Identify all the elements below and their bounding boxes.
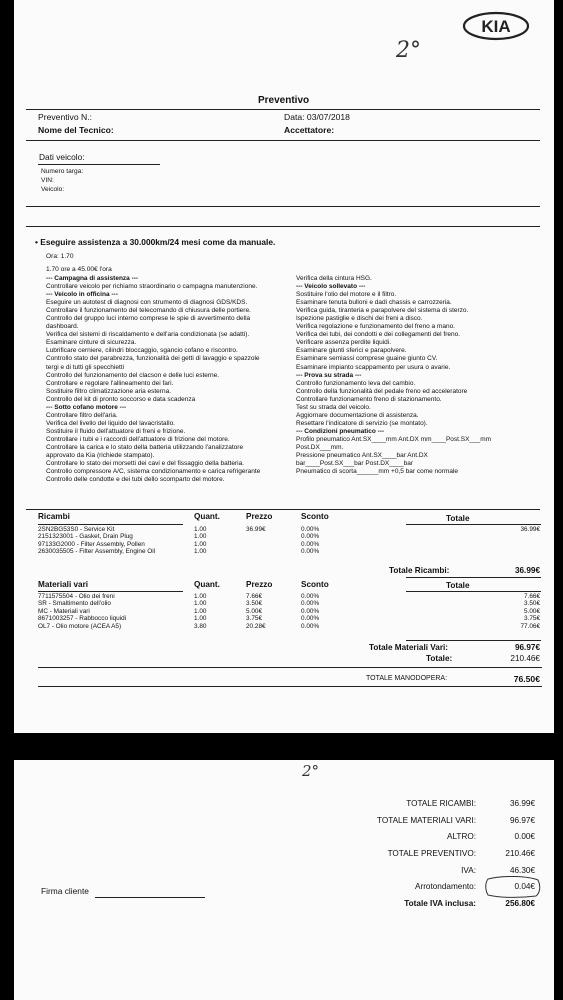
materiali-header-quant: Quant. [194, 580, 220, 589]
totals-value: 46.30€ [509, 865, 535, 875]
checklist-item: Controllare la carica e lo stato della batteria utilizzando l'analizzatore [46, 443, 244, 451]
table-row [38, 533, 341, 540]
materiali-totale-column [406, 593, 540, 630]
ricambi-header-quant: Quant. [194, 512, 220, 521]
item-quantity: 3.80 [194, 622, 207, 630]
divider [406, 577, 541, 578]
item-code-description: MC - Materiali vari [38, 607, 90, 615]
checklist-item: Profilo pneumatico Ant.SX____mm Ant.DX mm____Post.SX___mm [296, 435, 492, 443]
totals-label: TOTALE PREVENTIVO: [387, 848, 476, 858]
vehicle-model-label: Veicolo: [41, 186, 65, 193]
vehicle-vin-label: VIN: [41, 177, 54, 184]
item-discount: 0.00% [301, 607, 320, 615]
materiali-header-sconto: Sconto [301, 580, 329, 589]
checklist-item: Controllare il funzionamento del telecomando di chiusura delle portiere. [46, 307, 251, 315]
checklist-item: Verifica della cintura HSG. [296, 275, 372, 282]
checklist-item: Controllo della funzionalità del pedale freno ed acceleratore [296, 387, 468, 395]
checklist-item: Controllo funzionamento leva del cambio. [296, 379, 416, 387]
ricambi-total-value: 36.99€ [514, 566, 540, 575]
checklist-section-heading: --- Sotto cofano motore --- [46, 403, 127, 411]
checklist-item: Controllo compressore A/C, sistema condizionamento e carica refrigerante [46, 468, 261, 476]
table-row [38, 593, 341, 600]
ricambi-total-label: Totale Ricambi: [389, 566, 450, 575]
checklist-item: Controllare veicolo per richiamo straordinario o campagna manutenzione. [46, 283, 258, 291]
table-row [38, 623, 341, 630]
ricambi-header-totale: Totale [446, 514, 470, 523]
vehicle-plate-label: Numero targa: [41, 168, 84, 175]
totals-label: Totale IVA inclusa: [404, 898, 476, 908]
materiali-header-totale: Totale [446, 581, 470, 590]
checklist-item: Controllare i tubi e i raccordi dell'attuatore di frizione del motore. [46, 435, 230, 443]
totals-value: 0.00€ [514, 832, 535, 842]
item-quantity: 1.00 [194, 533, 207, 541]
checklist-item: Controllare lo stato dei morsetti dei cavi e del fissaggio della batteria. [46, 460, 244, 468]
item-price: 3.50€ [246, 600, 262, 608]
divider [406, 640, 541, 641]
divider [26, 206, 540, 207]
service-checklist-right [296, 275, 491, 476]
checklist-item: Sostituire il fluido dell'attuatore di freni e frizione. [46, 427, 186, 435]
item-price: 5.00€ [246, 607, 262, 615]
checklist-item: Verifica guida, tiranteria e parapolvere del sistema di sterzo. [296, 307, 469, 315]
totals-row [344, 845, 536, 862]
handwritten-circle-mark [484, 876, 542, 898]
checklist-item: dashboard. [46, 323, 79, 331]
item-discount: 0.00% [301, 526, 320, 533]
ricambi-header-prezzo: Prezzo [246, 512, 273, 521]
item-code-description: 2630035505 - Filter Assembly, Engine Oil [38, 548, 156, 556]
vehicle-section-title: Dati veicolo: [39, 152, 85, 162]
handwritten-page-mark: 2° [396, 38, 421, 63]
divider [406, 524, 541, 525]
item-quantity: 1.00 [194, 600, 207, 608]
checklist-item: Verifica del sistemi di riscaldamento e dell'aria condizionata (se adatti). [46, 331, 250, 339]
quote-page-2 [14, 760, 554, 1000]
service-hours: Ora: 1.70 [46, 253, 74, 260]
item-quantity: 1.00 [194, 548, 207, 556]
checklist-item: approvato da Kia (richiede stampato). [46, 452, 155, 460]
item-code-description: 2151323001 - Gasket, Drain Plug [38, 533, 133, 541]
item-quantity: 1.00 [194, 615, 207, 623]
totals-label: Arrotondamento: [415, 882, 476, 892]
checklist-item: Controllo del kit di pronto soccorso e data scadenza [46, 395, 196, 403]
date-label: Data: 03/07/2018 [284, 112, 350, 122]
materiali-table [38, 593, 341, 630]
checklist-section-heading: --- Prova su strada --- [296, 371, 362, 379]
quote-page-1 [14, 0, 554, 733]
item-price: 36.99€ [246, 526, 266, 533]
checklist-item: Esaminare semiassi comprese guaine giunto CV. [296, 355, 438, 363]
totals-row [344, 795, 536, 812]
signature-line [95, 897, 205, 898]
checklist-item: Resettare l'indicatore di servizio (se montato). [296, 419, 428, 427]
kia-logo-text: KIA [481, 17, 511, 36]
materiali-header-name: Materiali vari [38, 580, 89, 589]
checklist-item: Verifica regolazione e funzionamento del freno a mano. [296, 323, 455, 331]
item-price: 20.28€ [246, 622, 266, 630]
grand-total-label: Totale: [426, 654, 453, 663]
divider [26, 509, 540, 510]
totals-value: 256.80€ [505, 898, 535, 908]
checklist-item: Lubrificare cerniere, cilindri bloccaggio, sgancio cofano e riscontro. [46, 347, 238, 355]
checklist-item: Verifica dei tubi, dei condotti e dei collegamenti del freno. [296, 331, 461, 339]
item-total: 5.00€ [524, 607, 540, 615]
item-total: 36.99€ [520, 526, 540, 533]
item-code-description: 8671003257 - Rabbocco liquidi [38, 615, 127, 623]
item-price: 7.66€ [246, 593, 262, 600]
checklist-item: Controllo del gruppo luci interno comprese le spie di avvertimento della [46, 315, 251, 323]
page-title: Preventivo [258, 95, 310, 106]
checklist-item: Pressione pneumatico Ant.SX____bar Ant.DX [296, 452, 428, 460]
item-discount: 0.00% [301, 600, 320, 608]
materiali-total-label: Totale Materiali Vari: [369, 643, 449, 652]
item-discount: 0.00% [301, 593, 320, 600]
table-row [38, 526, 341, 533]
checklist-item: Verificare assenza perdite liquidi. [296, 339, 392, 347]
checklist-item: Test su strada del veicolo. [296, 403, 371, 411]
totals-value: 96.97€ [509, 815, 535, 825]
checklist-item: Esaminare tenuta bulloni e dadi chassis e carrozzeria. [296, 299, 452, 307]
checklist-item: Esaminare giunti sferici e parapolvere. [296, 347, 407, 355]
item-price: 3.75€ [246, 615, 262, 623]
item-discount: 0.00% [301, 533, 320, 541]
ricambi-table [38, 526, 341, 556]
item-price [246, 548, 301, 555]
table-row [38, 600, 341, 607]
table-row [38, 548, 341, 555]
item-code-description: SR - Smaltimento dell'olio [38, 600, 111, 608]
checklist-item: Sostituire l'olio del motore e il filtro. [296, 291, 397, 299]
item-code-description: 7711575504 - Olio dei freni [38, 593, 115, 600]
totals-label: ALTRO: [447, 832, 476, 842]
kia-logo [462, 11, 530, 41]
divider [38, 524, 183, 525]
checklist-item: Controllo delle condotte e dei tubi dello scomparto del motore. [46, 476, 225, 484]
item-price [246, 541, 301, 548]
totals-value: 210.46€ [505, 848, 535, 858]
table-row [38, 615, 341, 622]
checklist-section-heading: --- Campagna di assistenza --- [46, 275, 139, 282]
divider [38, 591, 183, 592]
checklist-item: Esaminare impianto scappamento per usura o avarie. [296, 363, 451, 371]
checklist-item: bar____Post.SX___bar Post.DX____bar [296, 460, 414, 468]
divider [26, 140, 540, 141]
item-code-description: OL7 - Olio motore (ACEA A5) [38, 622, 122, 630]
item-quantity: 1.00 [194, 607, 207, 615]
divider [406, 591, 541, 592]
checklist-item: Post.DX___mm. [296, 443, 344, 451]
preventivo-number-label: Preventivo N.: [38, 112, 92, 122]
totals-value: 36.99€ [509, 798, 535, 808]
item-total [406, 533, 540, 540]
item-quantity: 1.00 [194, 526, 207, 533]
ricambi-header-sconto: Sconto [301, 512, 329, 521]
checklist-item: Controllare funzionamento freno di stazionamento. [296, 395, 442, 403]
accettatore-label: Accettatore: [284, 125, 335, 135]
checklist-item: Controllare filtro dell'aria. [46, 411, 118, 419]
item-price [246, 533, 301, 540]
checklist-item: Aggiornare documentazione di assistenza. [296, 411, 419, 419]
handwritten-page-mark-2: 2° [302, 762, 320, 780]
item-total [406, 541, 540, 548]
checklist-section-heading: --- Veicolo sollevato --- [296, 283, 366, 291]
manodopera-label: TOTALE MANODOPERA: [366, 675, 448, 682]
checklist-item: tergi e di tutti gli specchietti [46, 363, 125, 371]
manodopera-value: 76.50€ [513, 674, 540, 684]
totals-row [344, 812, 536, 829]
divider [38, 667, 542, 668]
tecnico-label: Nome del Tecnico: [38, 125, 114, 135]
item-discount: 0.00% [301, 540, 320, 548]
totals-label: IVA: [461, 865, 476, 875]
service-rate: 1.70 ore a 45.00€ l'ora [46, 266, 112, 273]
divider [38, 164, 160, 165]
item-total: 7.66€ [524, 593, 540, 600]
checklist-section-heading: --- Veicolo in officina --- [46, 291, 118, 299]
ricambi-header-name: Ricambi [38, 512, 70, 521]
materiali-total-value: 96.97€ [514, 643, 540, 652]
customer-signature-label: Firma cliente [41, 886, 89, 896]
checklist-section-heading: --- Condizioni pneumatico --- [296, 427, 385, 435]
item-quantity: 1.00 [194, 593, 207, 600]
totals-label: TOTALE MATERIALI VARI: [376, 815, 476, 825]
checklist-item: Sostituire filtro climatizzazione aria esterna. [46, 387, 171, 395]
item-discount: 0.00% [301, 548, 320, 556]
divider [26, 109, 540, 110]
totals-row [344, 828, 536, 845]
item-total: 3.75€ [524, 615, 540, 623]
checklist-item: Esaminare cinture di sicurezza. [46, 339, 137, 347]
grand-total-value: 210.46€ [510, 654, 540, 663]
table-row [38, 541, 341, 548]
item-code-description: 97133G2000 - Filter Assembly, Pollen [38, 540, 145, 548]
totals-label: TOTALE RICAMBI: [406, 798, 476, 808]
checklist-item: Controllare e regolare l'allineamento dei fari. [46, 379, 174, 387]
item-discount: 0.00% [301, 622, 320, 630]
divider [26, 226, 540, 227]
item-quantity: 1.00 [194, 540, 207, 548]
checklist-item: Controllo del funzionamento del clacson e delle luci esterne. [46, 371, 220, 379]
service-checklist-left [46, 275, 260, 484]
totals-value: 0.04€ [514, 882, 535, 892]
item-discount: 0.00% [301, 615, 320, 623]
divider [38, 686, 542, 687]
item-total: 77.06€ [520, 622, 540, 630]
item-code-description: 2SN2BG53S0 - Service Kit [38, 526, 115, 533]
item-total [406, 548, 540, 555]
checklist-item: Controllo stato del parabrezza, funzionalità dei getti di lavaggio e spazzole [46, 355, 260, 363]
checklist-item: Ispezione pastiglie e dischi dei freni a disco. [296, 315, 423, 323]
service-title: • Eseguire assistenza a 30.000km/24 mesi come da manuale. [35, 237, 276, 247]
checklist-item: Eseguire un autotest di diagnosi con strumento di diagnosi GDS/KDS. [46, 299, 248, 307]
materiali-header-prezzo: Prezzo [246, 580, 273, 589]
ricambi-totale-column [406, 526, 540, 556]
checklist-item: Pneumatico di scorta______mm +0,5 bar come normale [296, 468, 459, 476]
checklist-item: Verifica del livello del liquido del lavacristallo. [46, 419, 175, 427]
table-row [38, 608, 341, 615]
item-total: 3.50€ [524, 600, 540, 608]
